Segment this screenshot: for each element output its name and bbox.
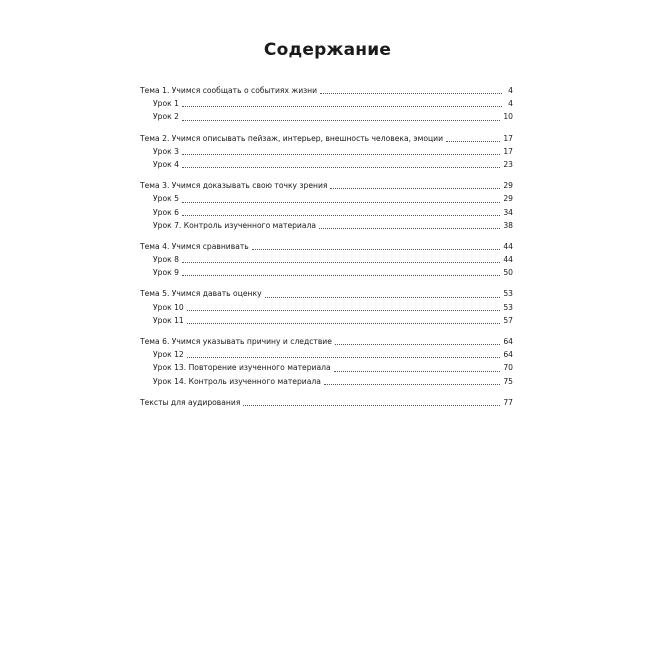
toc-entry-page: 4 (508, 99, 513, 109)
toc-entry-page: 64 (503, 350, 513, 360)
dot-leader (182, 274, 500, 276)
toc-lesson-entry[interactable] (140, 266, 513, 279)
dot-leader (182, 105, 502, 107)
toc-entry-page: 64 (503, 337, 513, 346)
toc-entry-page: 38 (503, 220, 513, 230)
toc-lesson-entry[interactable] (140, 253, 513, 266)
dot-leader (187, 322, 501, 324)
toc-entry-label: Тексты для аудирования (140, 397, 241, 407)
toc-section (140, 179, 513, 232)
toc-section (140, 396, 513, 409)
toc-lesson-entry[interactable] (140, 314, 513, 327)
toc-entry-label: Тема 6. Учимся указывать причину и следствие (140, 337, 332, 346)
toc-topic-entry[interactable] (140, 396, 513, 409)
toc-lesson-entry[interactable] (140, 375, 513, 388)
toc-entry-page: 77 (503, 397, 513, 407)
toc-entry-page: 50 (503, 268, 513, 278)
toc-entry-label: Урок 7. Контроль изученного материала (153, 220, 317, 230)
toc-lesson-entry[interactable] (140, 206, 513, 219)
toc-entry-page: 70 (503, 363, 513, 373)
toc-section (140, 132, 513, 172)
toc-lesson-entry[interactable] (140, 145, 513, 158)
toc-entry-page: 44 (503, 241, 513, 251)
toc-entry-label: Урок 12 (153, 350, 184, 360)
toc-entry-page: 29 (503, 194, 513, 204)
toc-lesson-entry[interactable] (140, 158, 513, 171)
toc-lesson-entry[interactable] (140, 301, 513, 314)
toc-entry-page: 17 (503, 146, 513, 156)
toc-entry-label: Тема 1. Учимся сообщать о событиях жизни (140, 86, 318, 95)
toc-entry-label: Урок 11 (153, 315, 184, 325)
dot-leader (324, 383, 500, 385)
dot-leader (182, 261, 500, 263)
dot-leader (182, 166, 500, 168)
toc-topic-entry[interactable] (140, 240, 513, 253)
toc-entry-label: Урок 2 (153, 112, 179, 122)
toc-entry-label: Урок 1 (153, 99, 179, 109)
dot-leader (187, 356, 501, 358)
toc-entry-page: 53 (503, 302, 513, 312)
toc-section (140, 335, 513, 388)
toc-entry-page: 4 (508, 86, 513, 95)
toc-entry-label: Тема 3. Учимся доказывать свою точку зрения (140, 181, 328, 191)
toc-entry-label: Тема 2. Учимся описывать пейзаж, интерьер, внешность человека, эмоции (140, 133, 444, 143)
toc-entry-label: Урок 3 (153, 146, 179, 156)
toc-entry-label: Урок 13. Повторение изученного материала (153, 363, 331, 373)
dot-leader (182, 214, 500, 216)
toc-entry-page: 53 (503, 289, 513, 299)
toc-section (140, 240, 513, 280)
dot-leader (182, 201, 500, 203)
toc-lesson-entry[interactable] (140, 110, 513, 123)
toc-entry-label: Урок 5 (153, 194, 179, 204)
toc-entry-page: 17 (503, 133, 513, 143)
dot-leader (265, 296, 501, 298)
toc-entry-label: Урок 9 (153, 268, 179, 278)
dot-leader (446, 140, 500, 142)
toc-entry-label: Урок 14. Контроль изученного материала (153, 376, 321, 386)
toc-section (140, 287, 513, 327)
dot-leader (320, 92, 502, 94)
toc-topic-entry[interactable] (140, 84, 513, 97)
toc-entry-label: Урок 10 (153, 302, 184, 312)
dot-leader (252, 248, 501, 250)
toc-entry-page: 10 (503, 112, 513, 122)
toc-topic-entry[interactable] (140, 179, 513, 192)
toc-lesson-entry[interactable] (140, 97, 513, 110)
page-title: Содержание (263, 40, 392, 60)
dot-leader (319, 227, 500, 229)
dot-leader (182, 153, 500, 155)
toc-topic-entry[interactable] (140, 335, 513, 348)
toc-entry-page: 44 (503, 255, 513, 265)
toc-entry-page: 23 (503, 159, 513, 169)
toc-entry-page: 57 (503, 315, 513, 325)
toc-entry-label: Тема 4. Учимся сравнивать (140, 241, 249, 251)
dot-leader (335, 343, 500, 345)
toc-entry-label: Урок 6 (153, 207, 179, 217)
dot-leader (182, 119, 500, 121)
dot-leader (243, 404, 500, 406)
toc-topic-entry[interactable] (140, 132, 513, 145)
toc-topic-entry[interactable] (140, 287, 513, 300)
toc-lesson-entry[interactable] (140, 219, 513, 232)
toc-entry-page: 29 (503, 181, 513, 191)
toc-lesson-entry[interactable] (140, 348, 513, 361)
toc-entry-page: 75 (503, 376, 513, 386)
toc-entry-label: Тема 5. Учимся давать оценку (140, 289, 262, 299)
toc-entry-label: Урок 4 (153, 159, 179, 169)
dot-leader (334, 370, 501, 372)
table-of-contents (140, 84, 513, 417)
toc-lesson-entry[interactable] (140, 361, 513, 374)
toc-section (140, 84, 513, 124)
dot-leader (187, 309, 501, 311)
toc-entry-label: Урок 8 (153, 255, 179, 265)
toc-lesson-entry[interactable] (140, 192, 513, 205)
dot-leader (330, 187, 500, 189)
toc-entry-page: 34 (503, 207, 513, 217)
